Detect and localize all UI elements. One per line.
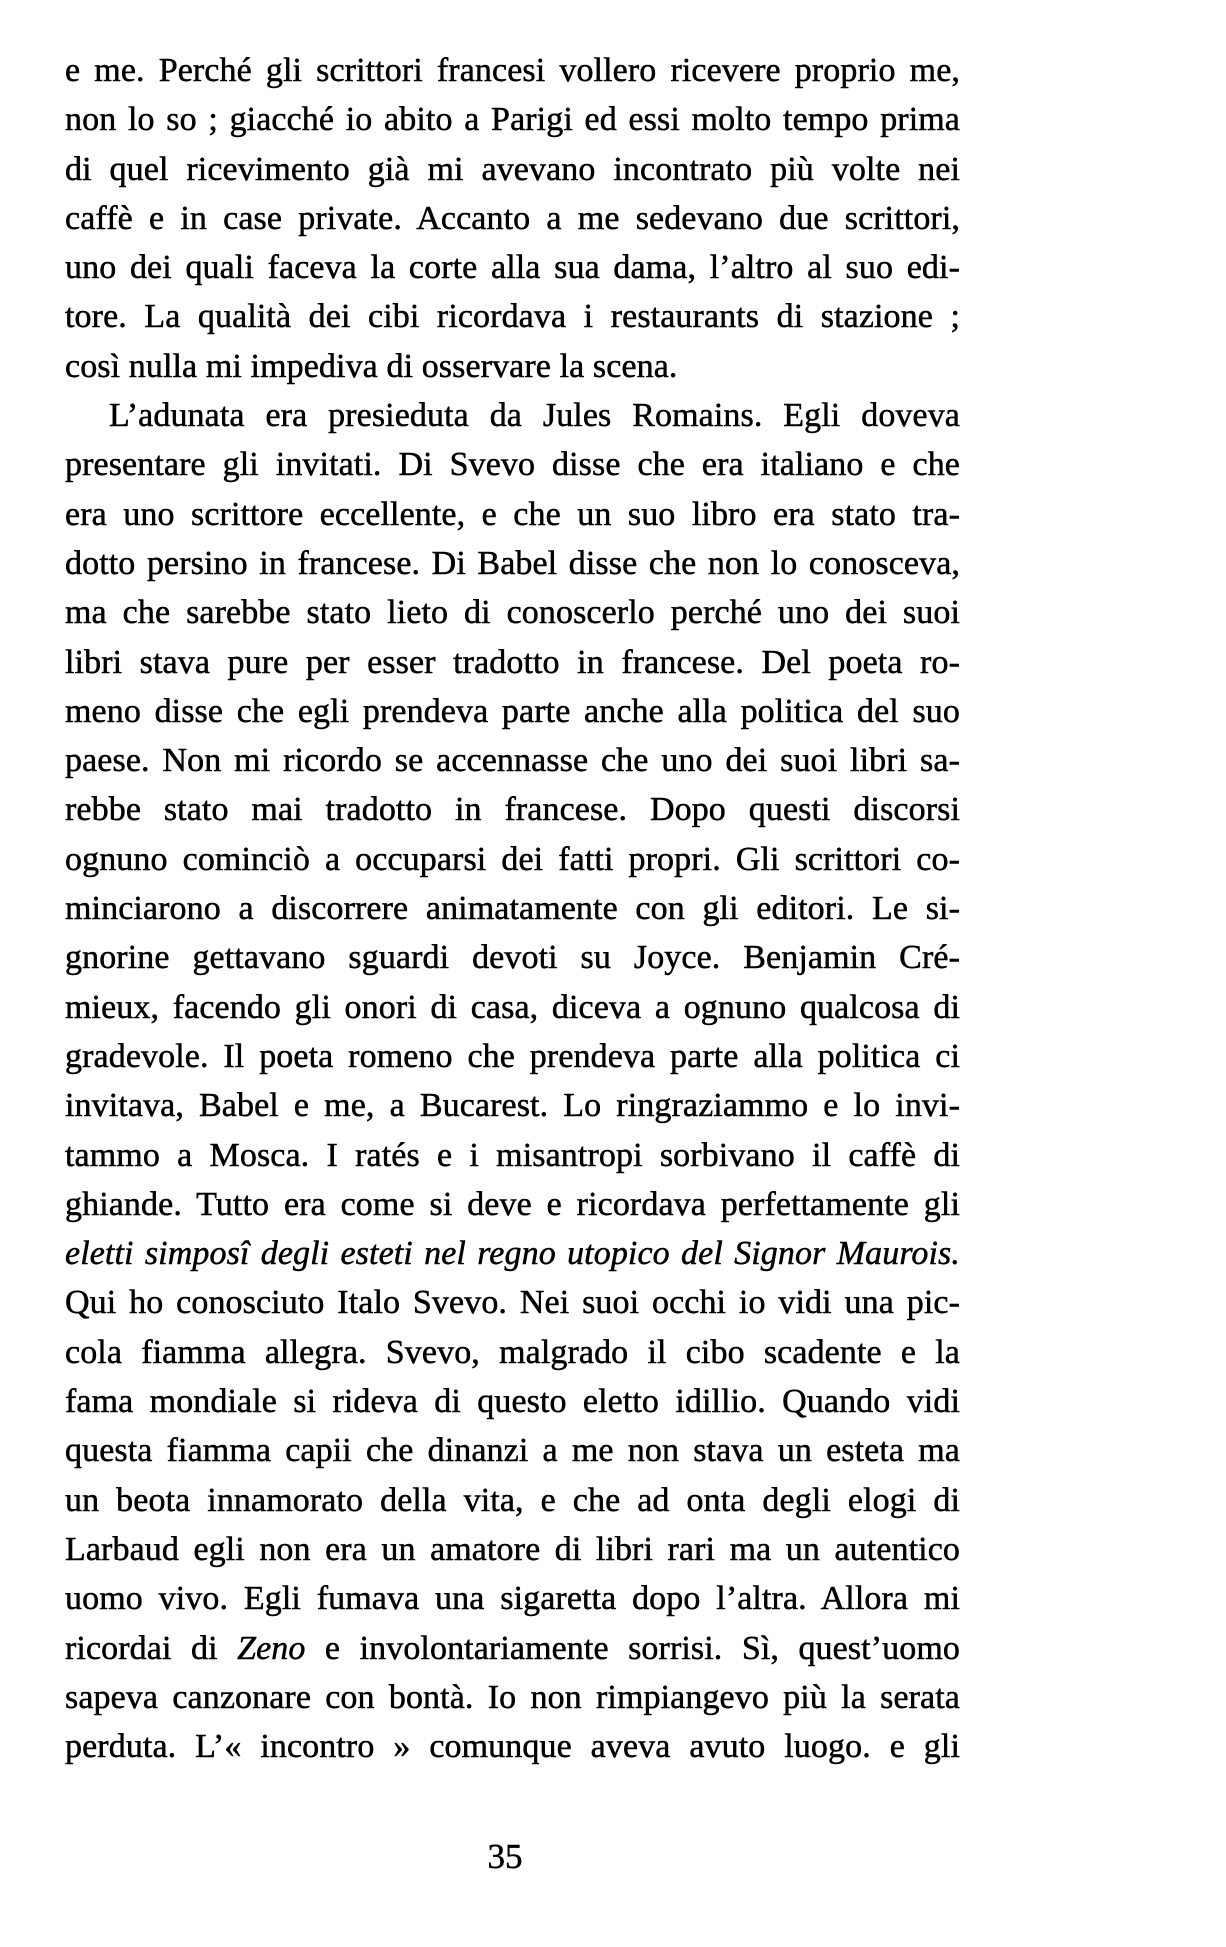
text-line: ma che sarebbe stato lieto di conoscerlo perché uno dei suoi: [65, 594, 960, 632]
text-line: dotto persino in francese. Di Babel disse che non lo conosceva,: [65, 544, 960, 582]
paragraph: [65, 391, 960, 1771]
text-line: minciarono a discorrere animatamente con gli editori. Le si-: [65, 890, 960, 928]
text-line: eletti simposî degli esteti nel regno utopico del Signor Maurois.: [65, 1235, 960, 1273]
text-run: ricordai di: [65, 1629, 238, 1667]
text-block: [65, 46, 960, 1771]
text-line: uomo vivo. Egli fumava una sigaretta dopo l’altra. Allora mi: [65, 1580, 960, 1618]
text-line: paese. Non mi ricordo se accennasse che uno dei suoi libri sa-: [65, 742, 960, 780]
text-line: gradevole. Il poeta romeno che prendeva parte alla politica ci: [65, 1037, 960, 1075]
paragraph: [65, 46, 960, 391]
text-line: mieux, facendo gli onori di casa, diceva a ognuno qualcosa di: [65, 988, 960, 1026]
text-line: un beota innamorato della vita, e che ad onta degli elogi di: [65, 1481, 960, 1519]
text-line: invitava, Babel e me, a Bucarest. Lo ringraziammo e lo invi-: [65, 1087, 960, 1125]
text-line: così nulla mi impediva di osservare la scena.: [65, 347, 678, 385]
text-line: tammo a Mosca. I ratés e i misantropi sorbivano il caffè di: [65, 1136, 960, 1174]
text-line: questa fiamma capii che dinanzi a me non stava un esteta ma: [65, 1432, 960, 1470]
text-line: L’adunata era presieduta da Jules Romains. Egli doveva: [109, 397, 960, 435]
text-line: cola fiamma allegra. Svevo, malgrado il cibo scadente e la: [65, 1333, 960, 1371]
text-line: rebbe stato mai tradotto in francese. Dopo questi discorsi: [65, 791, 960, 829]
text-line: ghiande. Tutto era come si deve e ricordava perfettamente gli: [65, 1185, 960, 1223]
text-line: e me. Perché gli scrittori francesi vollero ricevere proprio me,: [65, 52, 960, 89]
text-run: e involontariamente sorrisi. Sì, quest’uomo: [305, 1629, 960, 1667]
text-line: non lo so ; giacché io abito a Parigi ed essi molto tempo prima: [65, 101, 960, 139]
text-line: meno disse che egli prendeva parte anche alla politica del suo: [65, 692, 960, 730]
text-line: presentare gli invitati. Di Svevo disse che era italiano e che: [65, 446, 960, 484]
text-line: Larbaud egli non era un amatore di libri rari ma un autentico: [65, 1530, 960, 1568]
book-title-italic: Zeno: [237, 1629, 306, 1667]
text-line: sapeva canzonare con bontà. Io non rimpiangevo più la serata: [65, 1678, 960, 1716]
text-line: fama mondiale si rideva di questo eletto idillio. Quando vidi: [65, 1383, 960, 1421]
text-line: era uno scrittore eccellente, e che un suo libro era stato tra-: [65, 495, 960, 533]
text-line: uno dei quali faceva la corte alla sua dama, l’altro al suo edi-: [65, 249, 960, 287]
text-line: ognuno cominciò a occuparsi dei fatti propri. Gli scrittori co-: [65, 840, 960, 878]
text-line: [65, 1624, 960, 1673]
text-line: gnorine gettavano sguardi devoti su Joyce. Benjamin Cré-: [65, 939, 960, 977]
text-line: caffè e in case private. Accanto a me sedevano due scrittori,: [65, 199, 960, 237]
text-line: di quel ricevimento già mi avevano incontrato più volte nei: [65, 150, 960, 188]
text-line: Qui ho conosciuto Italo Svevo. Nei suoi occhi io vidi una pic-: [65, 1284, 960, 1322]
text-line: libri stava pure per esser tradotto in francese. Del poeta ro-: [65, 643, 960, 681]
page-number: 35: [487, 1837, 523, 1876]
text-line: tore. La qualità dei cibi ricordava i restaurants di stazione ;: [65, 298, 960, 336]
text-line: perduta. L’« incontro » comunque aveva avuto luogo. e gli: [65, 1728, 960, 1766]
